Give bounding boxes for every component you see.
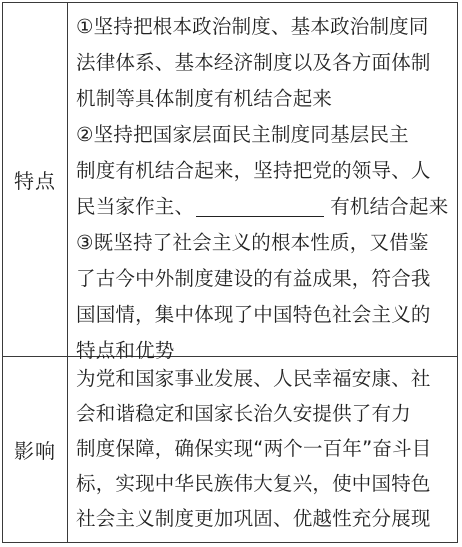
text-line: 社会主义制度更加巩固、优越性充分展现 bbox=[76, 507, 431, 530]
text-line: ①坚持把根本政治制度、基本政治制度同 bbox=[76, 15, 429, 38]
row-label-features: 特点 bbox=[3, 3, 68, 356]
text-line: 特点和优势 bbox=[76, 339, 175, 362]
text-line: 制度保障，确保实现“两个一百年”奋斗目 bbox=[76, 437, 432, 460]
text-line: 法律体系、基本经济制度以及各方面体制 bbox=[76, 51, 431, 74]
text-after-blank: 有机结合起来 bbox=[330, 195, 449, 218]
text-line: ③既坚持了社会主义的根本性质，又借鉴 bbox=[76, 231, 429, 254]
text-line: 机制等具体制度有机结合起来 bbox=[76, 87, 333, 110]
table-row-impact bbox=[3, 357, 457, 542]
text-line: ②坚持把国家层面民主制度同基层民主 bbox=[76, 123, 409, 146]
text-line-with-blank bbox=[76, 189, 449, 225]
text-line: 国国情，集中体现了中国特色社会主义的 bbox=[76, 303, 431, 326]
content-table bbox=[2, 2, 458, 543]
row-content-features bbox=[67, 3, 457, 362]
row-content-impact bbox=[67, 357, 457, 542]
text-line: 会和谐稳定和国家长治久安提供了有力 bbox=[76, 402, 411, 425]
text-before-blank: 民当家作主、 bbox=[76, 195, 195, 218]
text-line: 标，实现中华民族伟大复兴，使中国特色 bbox=[76, 472, 431, 495]
text-line: 制度有机结合起来，坚持把党的领导、人 bbox=[76, 159, 431, 182]
fill-in-blank[interactable] bbox=[196, 196, 324, 217]
table-row-features bbox=[3, 3, 457, 362]
text-line: 为党和国家事业发展、人民幸福安康、社 bbox=[76, 367, 431, 390]
row-label-impact: 影响 bbox=[3, 357, 68, 542]
text-line: 了古今中外制度建设的有益成果，符合我 bbox=[76, 267, 431, 290]
